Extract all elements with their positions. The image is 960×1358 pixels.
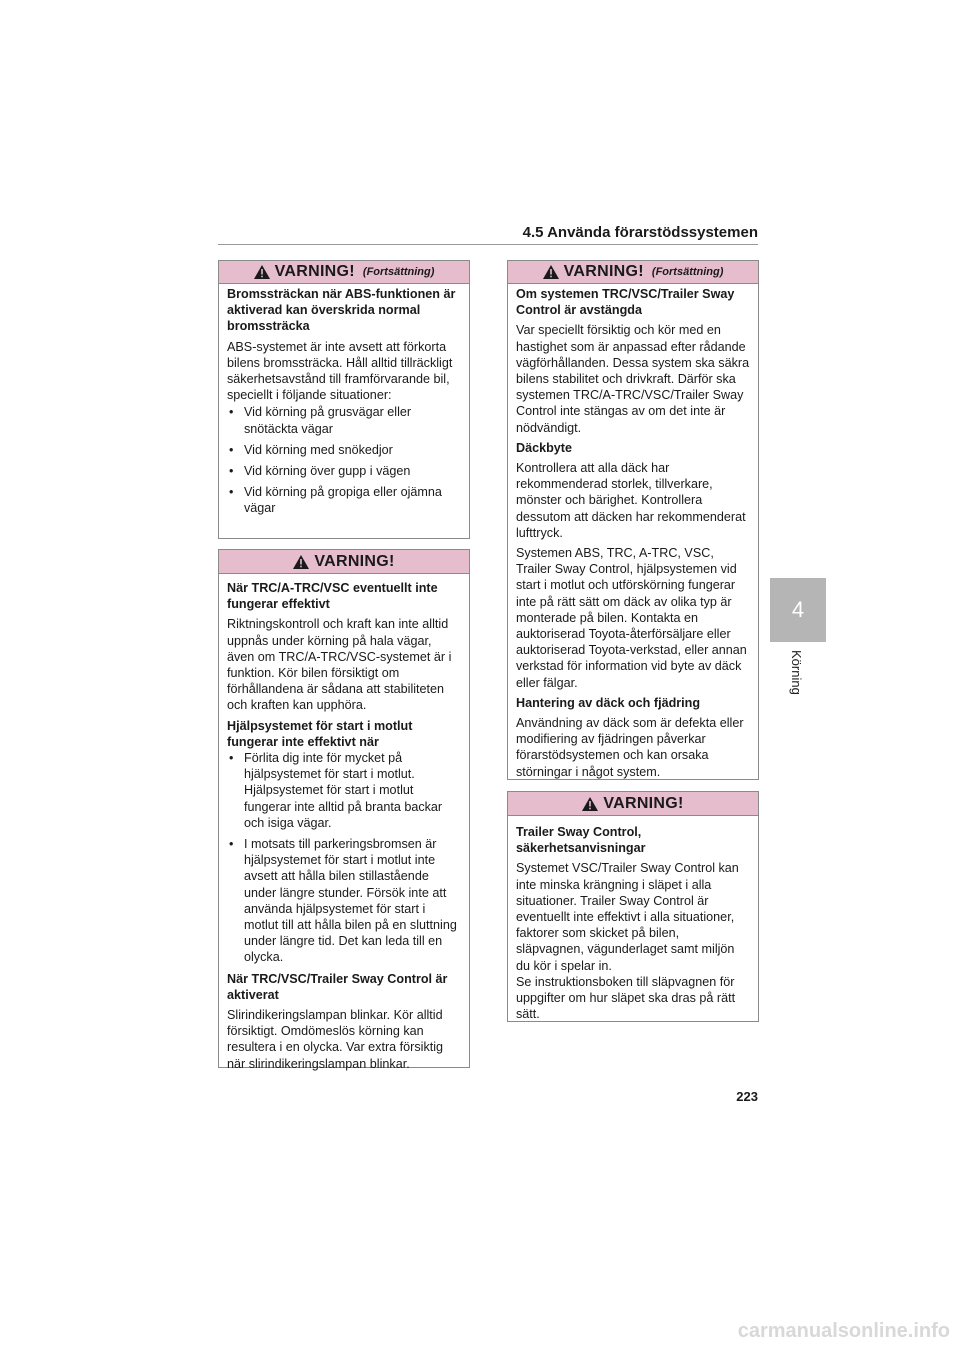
chapter-label: Körning xyxy=(789,650,804,695)
list-item: • I motsats till parkeringsbromsen är hjälpsystemet för start i motlut inte avsett att hålla bilen stillastående under längre stunder. Försök inte att använda hjälpsystemet för start i motlut till att hålla bilen på en sluttning under längre tid. Det kan leda till en olycka. xyxy=(227,836,461,966)
warning-header xyxy=(219,261,469,284)
box-heading: När TRC/A-TRC/VSC eventuellt inte fungerar effektivt xyxy=(227,581,438,612)
warning-header xyxy=(219,550,469,574)
warning-continued: (Fortsättning) xyxy=(651,266,724,278)
warning-box-trailer xyxy=(507,791,759,1022)
chapter-tab xyxy=(770,578,826,642)
warning-box-abs xyxy=(218,260,470,539)
warning-continued: (Fortsättning) xyxy=(362,266,435,278)
warning-header xyxy=(508,261,758,284)
box-heading: Däckbyte xyxy=(516,440,573,455)
box-heading: Trailer Sway Control, säkerhetsanvisningar xyxy=(516,825,646,856)
list-item: • Vid körning på grusvägar eller snötäckta vägar xyxy=(227,404,461,436)
box-text: Systemen ABS, TRC, A-TRC, VSC, Trailer Sway Control, hjälpsystemen vid start i motlut och utförskörning fungerar inte på rätt sätt om däck av olika typ är monterade på bilen. Kontakta en auktoriserad Toyota-återförsäljare eller auktoriserad Toyota-verkstad, eller annan verkstad för information vid byte av däck eller fälgar. xyxy=(516,546,747,690)
list-item: • Vid körning över gupp i vägen xyxy=(227,463,461,479)
warning-triangle-icon xyxy=(543,265,559,279)
box-text: ABS-systemet är inte avsett att förkorta bilens bromssträcka. Håll alltid tillräckligt säkerhetsavstånd till framförvarande bil, speciellt i följande situationer: xyxy=(227,339,453,403)
watermark: carmanualsonline.info xyxy=(737,1320,950,1342)
box-text: Slirindikeringslampan blinkar. Kör alltid försiktigt. Omdömeslös körning kan resultera i en olycka. Var extra försiktig när slirindikeringslampan blinkar. xyxy=(227,1008,444,1071)
header-rule xyxy=(218,244,758,245)
box-text: Användning av däck som är defekta eller modifiering av fjädringen påverkar förarstödsystemen och kan orsaka störningar i något system. xyxy=(516,716,744,779)
box-text: Systemet VSC/Trailer Sway Control kan inte minska krängning i släpet i alla situationer. Trailer Sway Control är eventuellt inte effektivt i alla situationer, faktorer som skicket på bilen, släpvagnen, vägunderlaget samt miljön du kör i spelar in. xyxy=(516,861,739,973)
box-text: Se instruktionsboken till släpvagnen för uppgifter om hur släpet ska dras på rätt sätt. xyxy=(516,974,736,1022)
warning-box-trc xyxy=(218,549,470,1071)
box-heading: Om systemen TRC/VSC/Trailer Sway Control är avstängda xyxy=(516,287,735,318)
warning-triangle-icon xyxy=(582,797,598,811)
list-item: • Vid körning med snökedjor xyxy=(227,442,461,458)
page-number: 223 xyxy=(736,1089,758,1104)
box-text: Kontrollera att alla däck har rekommenderad storlek, tillverkare, mönster och bärighet. Kontrollera dessutom att däcken har rekommenderat lufttryck. xyxy=(516,461,746,540)
box-heading: Hjälpsystemet för start i motlut fungerar inte effektivt när xyxy=(227,718,413,749)
bullet-list xyxy=(227,404,461,516)
box-heading: Bromssträckan när ABS-funktionen är aktiverad kan överskrida normal bromssträcka xyxy=(227,287,456,334)
list-item: • Vid körning på gropiga eller ojämna vägar xyxy=(227,484,461,516)
warning-title: VARNING! xyxy=(274,263,355,280)
warning-title: VARNING! xyxy=(314,552,395,570)
list-item: • Förlita dig inte för mycket på hjälpsystemet för start i motlut. Hjälpsystemet för start i motlut fungerar inte alltid på branta backar och isiga vägar. xyxy=(227,750,461,831)
chapter-number: 4 xyxy=(791,597,805,622)
warning-box-trc-off xyxy=(507,260,759,780)
box-heading: Hantering av däck och fjädring xyxy=(516,695,701,710)
box-heading: När TRC/VSC/Trailer Sway Control är aktiverat xyxy=(227,971,448,1002)
warning-header xyxy=(508,792,758,816)
box-text: Var speciellt försiktig och kör med en hastighet som är anpassad efter rådande vägförhållanden. Dessa system ska säkra bilens stabilitet och drivkraft. Därför ska systemen TRC/A-TRC/VSC/Trailer Sway Control inte stängas av om det inte är nödvändigt. xyxy=(516,323,750,435)
section-header: 4.5 Använda förarstödssystemen xyxy=(522,224,758,241)
box-text: Riktningskontroll och kraft kan inte alltid uppnås under körning på hala vägar, även om TRC/A-TRC/VSC-systemet är i funktion. Kör bilen försiktigt om förhållandena är sådana att stabiliteten och kraften kan upphöra. xyxy=(227,617,452,713)
warning-triangle-icon xyxy=(254,265,270,279)
warning-title: VARNING! xyxy=(563,263,644,280)
warning-triangle-icon xyxy=(293,555,309,569)
bullet-list xyxy=(227,750,461,966)
warning-title: VARNING! xyxy=(603,794,684,812)
